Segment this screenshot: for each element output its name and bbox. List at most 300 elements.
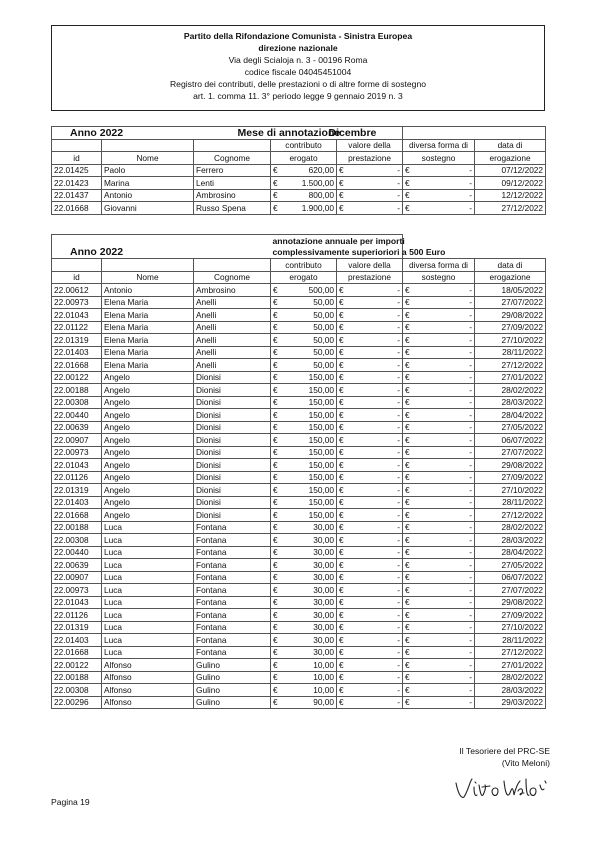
table-row: [52, 446, 546, 459]
cell-importo: 30,00: [285, 596, 337, 609]
cell-data: 06/07/2022: [475, 434, 546, 447]
cell-data: 29/08/2022: [475, 596, 546, 609]
cell-diversa: -: [417, 446, 475, 459]
cell-valore: -: [351, 409, 403, 422]
cell-id: 22.01122: [52, 321, 102, 334]
col-header-data: data di: [475, 259, 546, 272]
cell-currency: €: [337, 177, 351, 190]
cell-currency: €: [337, 446, 351, 459]
cell-cognome: Anelli: [194, 309, 271, 322]
annual-contributions-table: [51, 234, 546, 709]
cell-currency: €: [403, 202, 417, 215]
cell-id: 22.01403: [52, 496, 102, 509]
cell-currency: €: [337, 409, 351, 422]
cell-diversa: -: [417, 321, 475, 334]
table-row: [52, 321, 546, 334]
cell-currency: €: [403, 609, 417, 622]
cell-data: 09/12/2022: [475, 177, 546, 190]
cell-currency: €: [271, 177, 285, 190]
monthly-contributions-table: [51, 126, 546, 215]
cell-diversa: -: [417, 571, 475, 584]
cell-currency: €: [271, 484, 285, 497]
cell-currency: €: [337, 284, 351, 297]
treasurer-block: [440, 745, 550, 769]
cell-importo: 620,00: [285, 164, 337, 177]
col-header-prestazione: prestazione: [337, 152, 403, 165]
cell-cognome: Anelli: [194, 346, 271, 359]
cell-valore: -: [351, 521, 403, 534]
cell-data: 27/09/2022: [475, 321, 546, 334]
cell-diversa: -: [417, 684, 475, 697]
cell-id: 22.01319: [52, 621, 102, 634]
cell-currency: €: [337, 496, 351, 509]
col-header-blank: [52, 259, 102, 272]
cell-data: 27/09/2022: [475, 609, 546, 622]
cell-currency: €: [403, 484, 417, 497]
cell-valore: -: [351, 309, 403, 322]
cell-currency: €: [403, 434, 417, 447]
col-header-sostegno: sostegno: [403, 152, 475, 165]
cell-cognome: Gulino: [194, 659, 271, 672]
cell-nome: Alfonso: [102, 684, 194, 697]
cell-currency: €: [337, 359, 351, 372]
cell-importo: 1.500,00: [285, 177, 337, 190]
cell-cognome: Dionisi: [194, 384, 271, 397]
cell-currency: €: [337, 471, 351, 484]
cell-nome: Luca: [102, 609, 194, 622]
cell-valore: -: [351, 202, 403, 215]
cell-id: 22.00973: [52, 584, 102, 597]
cell-valore: -: [351, 459, 403, 472]
cell-currency: €: [271, 434, 285, 447]
cell-cognome: Fontana: [194, 634, 271, 647]
cell-data: 28/11/2022: [475, 496, 546, 509]
cell-diversa: -: [417, 521, 475, 534]
cell-data: 06/07/2022: [475, 571, 546, 584]
cell-currency: €: [403, 621, 417, 634]
cell-nome: Elena Maria: [102, 346, 194, 359]
cell-cognome: Fontana: [194, 596, 271, 609]
cell-nome: Angelo: [102, 396, 194, 409]
cell-currency: €: [403, 396, 417, 409]
table-row: [52, 534, 546, 547]
cell-data: 27/07/2022: [475, 296, 546, 309]
cell-id: 22.00639: [52, 421, 102, 434]
cell-currency: €: [271, 421, 285, 434]
cell-id: 22.00188: [52, 384, 102, 397]
cell-cognome: Ambrosino: [194, 284, 271, 297]
table-row: [52, 659, 546, 672]
cell-diversa: -: [417, 409, 475, 422]
cell-nome: Luca: [102, 534, 194, 547]
cell-currency: €: [271, 371, 285, 384]
cell-id: 22.01319: [52, 334, 102, 347]
cell-valore: -: [351, 346, 403, 359]
cell-currency: €: [403, 571, 417, 584]
cell-diversa: -: [417, 434, 475, 447]
cell-currency: €: [337, 434, 351, 447]
cell-id: 22.01043: [52, 596, 102, 609]
column-header-row-2: [52, 271, 546, 284]
cell-data: 27/05/2022: [475, 421, 546, 434]
cell-currency: €: [337, 346, 351, 359]
cell-currency: €: [337, 646, 351, 659]
cell-currency: €: [271, 584, 285, 597]
cell-currency: €: [271, 609, 285, 622]
table-row: [52, 634, 546, 647]
cell-cognome: Fontana: [194, 584, 271, 597]
cell-currency: €: [271, 321, 285, 334]
col-header-data: data di: [475, 139, 546, 152]
cell-cognome: Ferrero: [194, 164, 271, 177]
cell-data: 28/11/2022: [475, 346, 546, 359]
cell-cognome: Ambrosino: [194, 189, 271, 202]
cell-currency: €: [337, 546, 351, 559]
cell-currency: €: [403, 646, 417, 659]
cell-currency: €: [403, 559, 417, 572]
cell-currency: €: [403, 509, 417, 522]
cell-currency: €: [271, 164, 285, 177]
cell-valore: -: [351, 534, 403, 547]
column-header-row-1: [52, 259, 546, 272]
cell-id: 22.00973: [52, 296, 102, 309]
legal-reference: art. 1. comma 11. 3° periodo legge 9 gennaio 2019 n. 3: [193, 91, 403, 101]
cell-diversa: -: [417, 496, 475, 509]
cell-data: 27/01/2022: [475, 659, 546, 672]
table-row: [52, 284, 546, 297]
cell-diversa: -: [417, 534, 475, 547]
cell-currency: €: [271, 189, 285, 202]
cell-importo: 150,00: [285, 446, 337, 459]
cell-nome: Angelo: [102, 471, 194, 484]
document-header: [51, 25, 545, 111]
cell-nome: Luca: [102, 559, 194, 572]
cell-currency: €: [403, 359, 417, 372]
table2-title-row-1: [52, 235, 546, 247]
table-row: [52, 164, 546, 177]
cell-cognome: Gulino: [194, 696, 271, 709]
cell-diversa: -: [417, 202, 475, 215]
cell-id: 22.01043: [52, 309, 102, 322]
cell-id: 22.00122: [52, 659, 102, 672]
cell-importo: 150,00: [285, 421, 337, 434]
cell-currency: €: [403, 177, 417, 190]
cell-importo: 150,00: [285, 434, 337, 447]
cell-currency: €: [271, 646, 285, 659]
cell-currency: €: [271, 346, 285, 359]
cell-currency: €: [337, 371, 351, 384]
cell-currency: €: [271, 534, 285, 547]
cell-data: 27/12/2022: [475, 509, 546, 522]
cell-valore: -: [351, 446, 403, 459]
cell-id: 22.01126: [52, 471, 102, 484]
cell-cognome: Russo Spena: [194, 202, 271, 215]
cell-cognome: Anelli: [194, 334, 271, 347]
cell-diversa: -: [417, 189, 475, 202]
table2-title-line1: annotazione annuale per importi: [272, 235, 405, 246]
cell-diversa: -: [417, 334, 475, 347]
cell-cognome: Dionisi: [194, 509, 271, 522]
cell-cognome: Fontana: [194, 521, 271, 534]
cell-nome: Angelo: [102, 459, 194, 472]
table-row: [52, 684, 546, 697]
cell-data: 27/12/2022: [475, 646, 546, 659]
cell-data: 27/09/2022: [475, 471, 546, 484]
cell-currency: €: [403, 446, 417, 459]
cell-currency: €: [403, 684, 417, 697]
cell-valore: -: [351, 609, 403, 622]
cell-currency: €: [337, 671, 351, 684]
cell-id: 22.00440: [52, 546, 102, 559]
cell-valore: -: [351, 421, 403, 434]
cell-id: 22.01043: [52, 459, 102, 472]
cell-cognome: Fontana: [194, 534, 271, 547]
cell-id: 22.01423: [52, 177, 102, 190]
cell-currency: €: [337, 396, 351, 409]
cell-diversa: -: [417, 284, 475, 297]
cell-currency: €: [271, 284, 285, 297]
cell-currency: €: [403, 309, 417, 322]
cell-id: 22.00188: [52, 521, 102, 534]
table2-title-blank: [52, 235, 271, 247]
cell-data: 28/02/2022: [475, 521, 546, 534]
cell-currency: €: [271, 334, 285, 347]
col-header-cognome: Cognome: [194, 152, 271, 165]
cell-nome: Luca: [102, 571, 194, 584]
cell-cognome: Fontana: [194, 546, 271, 559]
cell-currency: €: [271, 384, 285, 397]
cell-cognome: Dionisi: [194, 496, 271, 509]
cell-id: 22.00308: [52, 684, 102, 697]
table-row: [52, 409, 546, 422]
cell-id: 22.01425: [52, 164, 102, 177]
cell-importo: 150,00: [285, 496, 337, 509]
cell-valore: -: [351, 189, 403, 202]
cell-cognome: Fontana: [194, 621, 271, 634]
cell-importo: 1.900,00: [285, 202, 337, 215]
table1-month-label: Mese di annotazione: [194, 127, 285, 140]
cell-diversa: -: [417, 459, 475, 472]
cell-cognome: Fontana: [194, 646, 271, 659]
cell-currency: €: [271, 496, 285, 509]
cell-diversa: -: [417, 621, 475, 634]
cell-nome: Elena Maria: [102, 359, 194, 372]
cell-diversa: -: [417, 671, 475, 684]
cell-nome: Luca: [102, 596, 194, 609]
cell-diversa: -: [417, 546, 475, 559]
cell-diversa: -: [417, 296, 475, 309]
cell-currency: €: [271, 409, 285, 422]
cell-cognome: Dionisi: [194, 471, 271, 484]
cell-importo: 50,00: [285, 359, 337, 372]
table-row: [52, 434, 546, 447]
cell-valore: -: [351, 546, 403, 559]
cell-importo: 800,00: [285, 189, 337, 202]
cell-nome: Elena Maria: [102, 334, 194, 347]
table-row: [52, 571, 546, 584]
table-row: [52, 646, 546, 659]
table2-title-blank: [403, 235, 546, 247]
cell-nome: Angelo: [102, 434, 194, 447]
cell-currency: €: [403, 164, 417, 177]
col-header-nome: Nome: [102, 152, 194, 165]
cell-valore: -: [351, 484, 403, 497]
cell-diversa: -: [417, 346, 475, 359]
cell-cognome: Gulino: [194, 684, 271, 697]
cell-importo: 30,00: [285, 634, 337, 647]
cell-cognome: Dionisi: [194, 409, 271, 422]
table1-title-row: [52, 127, 546, 140]
cell-nome: Angelo: [102, 484, 194, 497]
table-row: [52, 596, 546, 609]
cell-cognome: Dionisi: [194, 396, 271, 409]
cell-nome: Luca: [102, 634, 194, 647]
col-header-contributo: contributo: [271, 259, 337, 272]
cell-valore: -: [351, 696, 403, 709]
cell-id: 22.00612: [52, 284, 102, 297]
cell-data: 28/02/2022: [475, 384, 546, 397]
table2-year: Anno 2022: [52, 247, 271, 259]
cell-currency: €: [337, 509, 351, 522]
table1-month: Dicembre: [285, 127, 403, 140]
table-row: [52, 621, 546, 634]
cell-data: 27/10/2022: [475, 621, 546, 634]
cell-nome: Giovanni: [102, 202, 194, 215]
cell-valore: -: [351, 646, 403, 659]
cell-importo: 30,00: [285, 584, 337, 597]
column-header-row-2: [52, 152, 546, 165]
cell-diversa: -: [417, 371, 475, 384]
cell-data: 27/10/2022: [475, 334, 546, 347]
cell-importo: 10,00: [285, 659, 337, 672]
table-row: [52, 384, 546, 397]
table1-title-blank: [403, 127, 546, 140]
cell-nome: Alfonso: [102, 696, 194, 709]
cell-valore: -: [351, 434, 403, 447]
cell-nome: Angelo: [102, 409, 194, 422]
cell-currency: €: [271, 359, 285, 372]
cell-currency: €: [271, 596, 285, 609]
cell-diversa: -: [417, 177, 475, 190]
cell-currency: €: [337, 571, 351, 584]
cell-nome: Luca: [102, 546, 194, 559]
cell-data: 29/03/2022: [475, 696, 546, 709]
cell-currency: €: [271, 546, 285, 559]
cell-nome: Luca: [102, 621, 194, 634]
cell-data: 29/08/2022: [475, 459, 546, 472]
cell-importo: 50,00: [285, 296, 337, 309]
cell-currency: €: [337, 696, 351, 709]
cell-diversa: -: [417, 584, 475, 597]
cell-importo: 50,00: [285, 309, 337, 322]
cell-diversa: -: [417, 559, 475, 572]
cell-diversa: -: [417, 384, 475, 397]
cell-currency: €: [337, 296, 351, 309]
col-header-erogato: erogato: [271, 271, 337, 284]
cell-currency: €: [337, 384, 351, 397]
cell-importo: 90,00: [285, 696, 337, 709]
address: Via degli Scialoja n. 3 - 00196 Roma: [228, 55, 368, 65]
cell-valore: -: [351, 296, 403, 309]
cell-currency: €: [271, 621, 285, 634]
cell-currency: €: [337, 189, 351, 202]
cell-data: 12/12/2022: [475, 189, 546, 202]
cell-currency: €: [271, 509, 285, 522]
cell-valore: -: [351, 659, 403, 672]
cell-valore: -: [351, 559, 403, 572]
cell-nome: Angelo: [102, 371, 194, 384]
cell-cognome: Dionisi: [194, 421, 271, 434]
cell-valore: -: [351, 164, 403, 177]
cell-currency: €: [403, 584, 417, 597]
cell-nome: Alfonso: [102, 659, 194, 672]
cell-cognome: Dionisi: [194, 371, 271, 384]
table-row: [52, 521, 546, 534]
cell-cognome: Fontana: [194, 609, 271, 622]
cell-currency: €: [337, 421, 351, 434]
cell-cognome: Anelli: [194, 359, 271, 372]
cell-currency: €: [337, 596, 351, 609]
cell-currency: €: [337, 584, 351, 597]
cell-nome: Angelo: [102, 421, 194, 434]
col-header-id: id: [52, 152, 102, 165]
cell-data: 27/07/2022: [475, 446, 546, 459]
cell-data: 27/12/2022: [475, 359, 546, 372]
table-row: [52, 509, 546, 522]
cell-currency: €: [337, 334, 351, 347]
cell-currency: €: [271, 571, 285, 584]
cell-data: 27/07/2022: [475, 584, 546, 597]
cell-diversa: -: [417, 421, 475, 434]
col-header-blank: [52, 139, 102, 152]
cell-currency: €: [403, 659, 417, 672]
cell-id: 22.00188: [52, 671, 102, 684]
cell-valore: -: [351, 584, 403, 597]
cell-currency: €: [403, 696, 417, 709]
col-header-diversa: diversa forma di: [403, 139, 475, 152]
cell-importo: 10,00: [285, 671, 337, 684]
cell-importo: 30,00: [285, 609, 337, 622]
col-header-valore: valore della: [337, 139, 403, 152]
cell-currency: €: [403, 421, 417, 434]
cell-currency: €: [271, 696, 285, 709]
table-row: [52, 189, 546, 202]
cell-valore: -: [351, 371, 403, 384]
cell-data: 27/05/2022: [475, 559, 546, 572]
cell-data: 27/10/2022: [475, 484, 546, 497]
cell-cognome: Lenti: [194, 177, 271, 190]
cell-data: 29/08/2022: [475, 309, 546, 322]
cell-currency: €: [337, 521, 351, 534]
cell-currency: €: [337, 559, 351, 572]
cell-data: 18/05/2022: [475, 284, 546, 297]
cell-importo: 150,00: [285, 396, 337, 409]
cell-data: 28/03/2022: [475, 534, 546, 547]
cell-importo: 50,00: [285, 334, 337, 347]
cell-valore: -: [351, 509, 403, 522]
cell-id: 22.00907: [52, 434, 102, 447]
col-header-blank: [102, 259, 194, 272]
cell-id: 22.00122: [52, 371, 102, 384]
page-number: Pagina 19: [51, 797, 90, 807]
cell-data: 28/11/2022: [475, 634, 546, 647]
cell-data: 27/12/2022: [475, 202, 546, 215]
cell-id: 22.01437: [52, 189, 102, 202]
cell-id: 22.01668: [52, 202, 102, 215]
cell-diversa: -: [417, 396, 475, 409]
cell-currency: €: [271, 634, 285, 647]
table-row: [52, 309, 546, 322]
